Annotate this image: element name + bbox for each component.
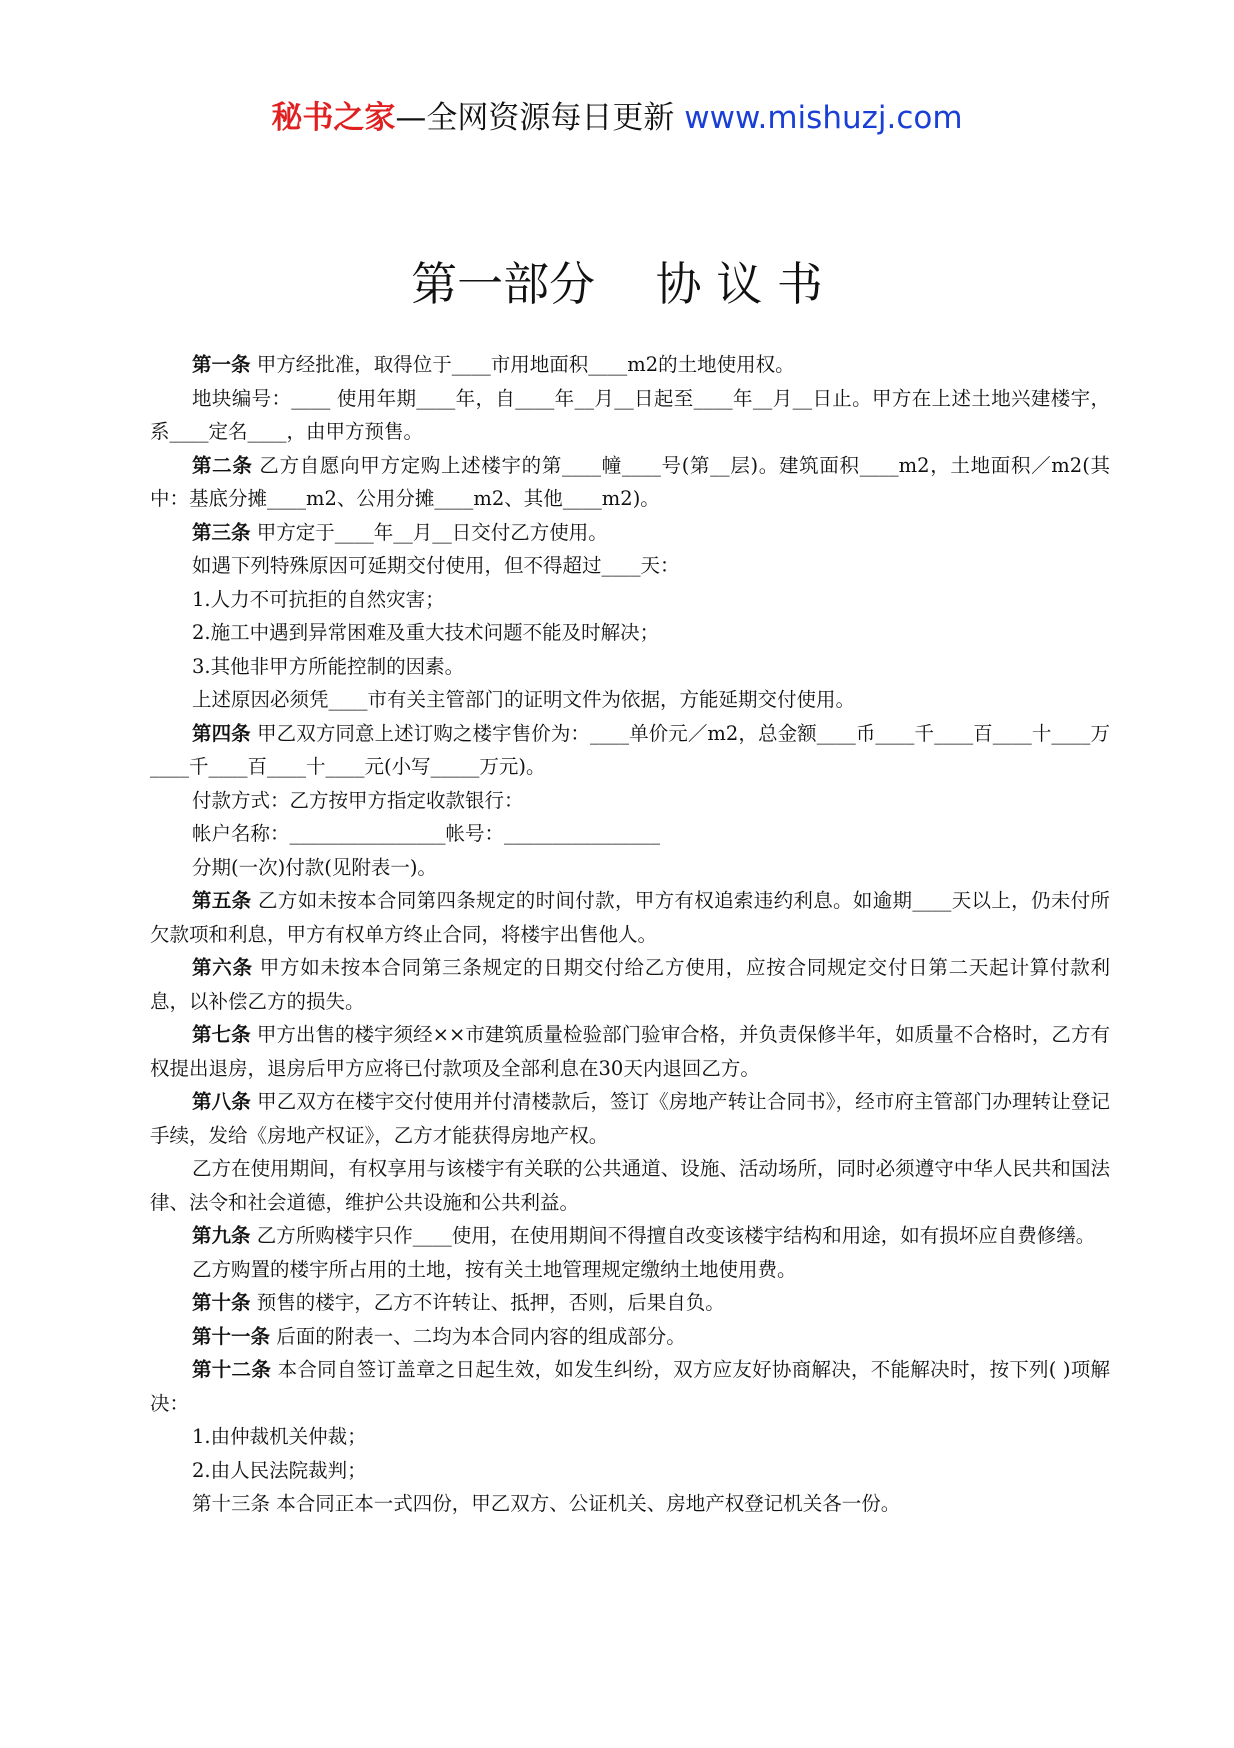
article-number: 第二条 — [192, 453, 253, 477]
banner-website-link[interactable]: www.mishuzj.com — [684, 100, 963, 136]
clause-text: 乙方自愿向甲方定购上述楼宇的第____幢____号(第__层)。建筑面积____m2，土地面积／m2(其中：基底分摊____m2、公用分摊____m2、其他____m2)。 — [150, 453, 1110, 510]
clause-paragraph — [150, 817, 1110, 851]
clause-list-item — [150, 1454, 1110, 1488]
clause-text: 如遇下列特殊原因可延期交付使用，但不得超过____天： — [192, 554, 680, 577]
clause-text: 3.其他非甲方所能控制的因素。 — [192, 654, 465, 678]
clause-text: 乙方在使用期间，有权享用与该楼宇有关联的公共通道、设施、活动场所，同时必须遵守中华人民共和国法律、法令和社会道德，维护公共设施和公共利益。 — [150, 1157, 1110, 1214]
clause-text: 后面的附表一、二均为本合同内容的组成部分。 — [276, 1324, 686, 1348]
article-number: 第七条 — [192, 1023, 251, 1046]
clause-paragraph — [150, 1253, 1110, 1287]
clause-text: 甲乙双方同意上述订购之楼宇售价为：____单价元／m2，总金额____币____千____百____十____万____千____百____十____元(小写_____万元)。 — [150, 721, 1110, 778]
banner-brand: 秘书之家 — [271, 100, 396, 136]
clause-paragraph — [150, 1487, 1110, 1521]
clause-paragraph — [150, 1085, 1110, 1152]
clause-paragraph — [150, 851, 1110, 885]
document-title: 第一部分 协 议 书 — [411, 257, 823, 311]
clause-paragraph — [150, 784, 1110, 818]
clause-text: 乙方如未按本合同第四条规定的时间付款，甲方有权追索违约利息。如逾期____天以上，仍未付所欠款项和利息，甲方有权单方终止合同，将楼宇出售他人。 — [150, 889, 1110, 946]
clause-paragraph — [150, 1353, 1110, 1420]
article-number: 第三条 — [192, 520, 251, 544]
clause-paragraph — [150, 717, 1110, 784]
clause-text: 2.施工中遇到异常困难及重大技术问题不能及时解决； — [192, 621, 660, 644]
article-number: 第四条 — [192, 721, 251, 745]
clause-paragraph — [150, 516, 1110, 550]
clause-text: 上述原因必须凭____市有关主管部门的证明文件为依据，方能延期交付使用。 — [192, 688, 856, 711]
clause-text: 1.由仲裁机关仲裁； — [192, 1425, 367, 1448]
clause-text: 甲方定于____年__月__日交付乙方使用。 — [256, 520, 608, 544]
clause-paragraph — [150, 683, 1110, 717]
clause-text: 帐户名称：________________帐号：________________ — [192, 822, 661, 845]
clause-paragraph — [150, 549, 1110, 583]
article-number: 第十二条 — [192, 1358, 272, 1381]
clause-list-item — [150, 616, 1110, 650]
clause-text: 地块编号：____ 使用年期____年，自____年__月__日起至____年__月__日止。甲方在上述土地兴建楼宇，系____定名____，由甲方预售。 — [150, 386, 1110, 443]
clause-text: 2.由人民法院裁判； — [192, 1458, 367, 1482]
clause-paragraph — [150, 1018, 1110, 1085]
clause-text: 甲方出售的楼宇须经××市建筑质量检验部门验审合格，并负责保修半年，如质量不合格时，乙方有权提出退房，退房后甲方应将已付款项及全部利息在30天内退回乙方。 — [150, 1023, 1110, 1080]
article-number: 第一条 — [192, 353, 251, 376]
clause-text: 付款方式：乙方按甲方指定收款银行： — [192, 788, 524, 812]
clause-text: 预售的楼宇，乙方不许转让、抵押，否则，后果自负。 — [256, 1291, 725, 1314]
clause-list-item — [150, 1420, 1110, 1454]
clause-paragraph — [150, 1286, 1110, 1320]
clause-text: 1.人力不可抗拒的自然灾害； — [192, 587, 445, 611]
banner-tagline: —全网资源每日更新 — [395, 100, 675, 136]
clause-paragraph — [150, 1152, 1110, 1219]
clause-paragraph — [150, 382, 1110, 449]
site-banner — [0, 98, 1234, 138]
clause-paragraph — [150, 884, 1110, 951]
article-number: 第八条 — [192, 1090, 251, 1113]
clause-paragraph — [150, 348, 1110, 382]
clause-text: 甲方经批准，取得位于____市用地面积____m2的土地使用权。 — [256, 353, 795, 376]
clause-paragraph — [150, 1320, 1110, 1354]
clause-list-item — [150, 650, 1110, 684]
contract-body — [150, 348, 1110, 1521]
clause-text: 本合同自签订盖章之日起生效，如发生纠纷，双方应友好协商解决，不能解决时，按下列( )项解决： — [150, 1358, 1110, 1415]
clause-text: 乙方所购楼宇只作____使用，在使用期间不得擅自改变该楼宇结构和用途，如有损坏应自费修缮。 — [256, 1224, 1096, 1247]
clause-list-item — [150, 583, 1110, 617]
clause-text: 乙方购置的楼宇所占用的土地，按有关土地管理规定缴纳土地使用费。 — [192, 1257, 797, 1281]
clause-text: 甲乙双方在楼宇交付使用并付清楼款后，签订《房地产转让合同书》，经市府主管部门办理转让登记手续，发给《房地产权证》，乙方才能获得房地产权。 — [150, 1090, 1110, 1147]
clause-paragraph — [150, 449, 1110, 516]
clause-paragraph — [150, 1219, 1110, 1253]
clause-text: 第十三条 本合同正本一式四份，甲乙双方、公证机关、房地产权登记机关各一份。 — [192, 1492, 901, 1515]
clause-paragraph — [150, 951, 1110, 1018]
article-number: 第十条 — [192, 1291, 251, 1314]
article-number: 第五条 — [192, 889, 252, 912]
clause-text: 分期(一次)付款(见附表一)。 — [192, 855, 437, 879]
article-number: 第六条 — [192, 956, 253, 979]
clause-text: 甲方如未按本合同第三条规定的日期交付给乙方使用，应按合同规定交付日第二天起计算付款利息，以补偿乙方的损失。 — [150, 956, 1110, 1013]
article-number: 第十一条 — [192, 1324, 271, 1348]
article-number: 第九条 — [192, 1224, 251, 1247]
